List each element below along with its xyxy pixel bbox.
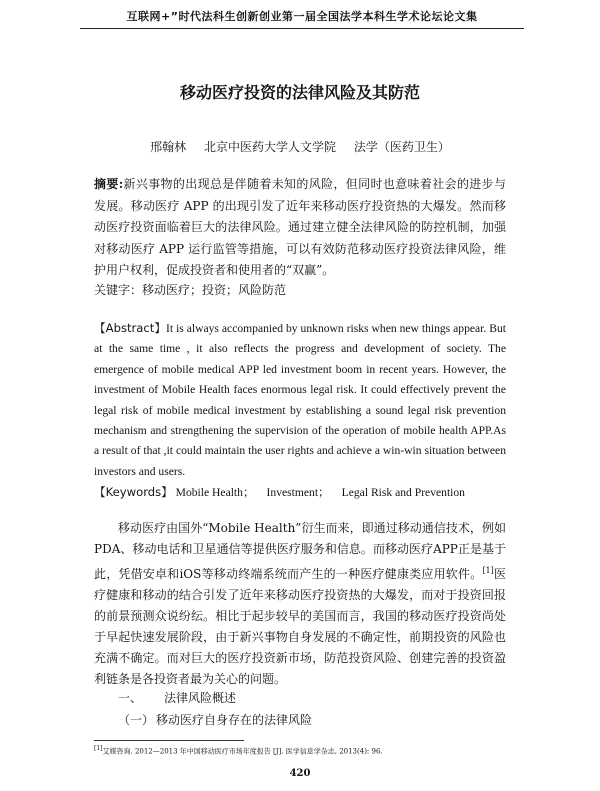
section-heading-1-number: 一、 — [118, 691, 143, 705]
subsection-heading-1-text: 移动医疗自身存在的法律风险 — [156, 713, 313, 727]
header-rule — [80, 28, 524, 29]
body-text-part1: 移动医疗由国外“Mobile Health”衍生而来，即通过移动通信技术，例如 PDA、移动电话和卫星通信等提供医疗服务和信息。而移动医疗APP正是基于此，凭借安卓和iOS等移动终端系统而产生的一种医疗健康类应用软件。 — [94, 521, 506, 581]
footnote-mark: [1] — [94, 745, 103, 752]
author-major: 法学（医药卫生） — [353, 140, 450, 154]
keywords-cn-label: 关键字： — [94, 283, 143, 297]
author-name: 邢翰林 — [150, 140, 187, 154]
section-heading-1-text: 法律风险概述 — [164, 691, 237, 705]
abstract-cn-label: 摘要: — [94, 177, 124, 191]
keyword-en-2: Investment； — [266, 486, 330, 499]
abstract-en-label: 【Abstract】 — [94, 321, 167, 335]
author-line — [0, 138, 600, 155]
keyword-cn-2: 投资； — [202, 283, 239, 297]
footnote-text: 艾媒咨询. 2012—2013 年中国移动医疗市场年度报告 [J]. 医学信息学杂志, 2013(4): 96. — [102, 747, 383, 756]
keywords-en-label: 【Keywords】 — [94, 485, 173, 499]
keywords-chinese — [94, 280, 506, 302]
body-text-part2: 医疗健康和移动的结合引发了近年来移动医疗投资热的大爆发，而对于投资回报的前景预测众说纷纭。相比于起步较早的美国而言，我国的移动医疗投资尚处于早起快速发展阶段，由于新兴事物自身发展的不确定性，前期投资的风险也充满不确定。而对巨大的医疗投资新市场，防范投资风险、创建完善的投资盈利链条是各投资者最为关心的问题。 — [94, 567, 506, 686]
footnote — [94, 744, 506, 756]
abstract-en-text: It is always accompanied by unknown risks when new things appear. But at the same time , it also reflects the progress and development of society. The emergence of mobile medical APP led investment boom in recent years. However, the investment of Mobile Health faces enormous legal risk. It could effectively prevent the legal risk of mobile medical investment by establishing a sound legal risk prevention mechanism and strengthening the supervision of the operation of mobile health APP.As a result of that ,it could maintain the user rights and achieve a win-win situation between investors and users. — [94, 322, 507, 478]
author-affiliation: 北京中医药大学人文学院 — [203, 140, 336, 154]
keyword-cn-1: 移动医疗； — [142, 283, 203, 297]
subsection-heading-1-number: （一） — [118, 713, 155, 727]
citation-ref-1[interactable]: [1] — [482, 566, 494, 575]
keyword-en-3: Legal Risk and Prevention — [341, 486, 465, 499]
abstract-chinese — [94, 174, 506, 282]
abstract-cn-text: 新兴事物的出现总是伴随着未知的风险，但同时也意味着社会的进步与发展。移动医疗 APP 的出现引发了近年来移动医疗投资热的大爆发。然而移动医疗投资面临着巨大的法律风险。通过建立健全法律风险的防控机制，加强对移动医疗 APP 运行监管等措施，可以有效防范移动医疗投资法律风险，维护用户权利，促成投资者和使用者的“双赢”。 — [94, 177, 506, 277]
page-number: 420 — [289, 768, 311, 779]
subsection-heading-1 — [118, 711, 312, 728]
section-heading-1 — [118, 689, 236, 706]
keyword-en-1: Mobile Health； — [175, 486, 255, 499]
keywords-english — [94, 482, 506, 504]
keyword-cn-3: 风险防范 — [238, 283, 287, 297]
paper-title: 移动医疗投资的法律风险及其防范 — [179, 83, 420, 102]
running-header: 互联网+”时代法科生创新创业第一届全国法学本科生学术论坛论文集 — [126, 10, 478, 23]
body-paragraph — [94, 518, 506, 690]
abstract-english — [94, 318, 506, 482]
footnote-rule — [94, 740, 244, 741]
